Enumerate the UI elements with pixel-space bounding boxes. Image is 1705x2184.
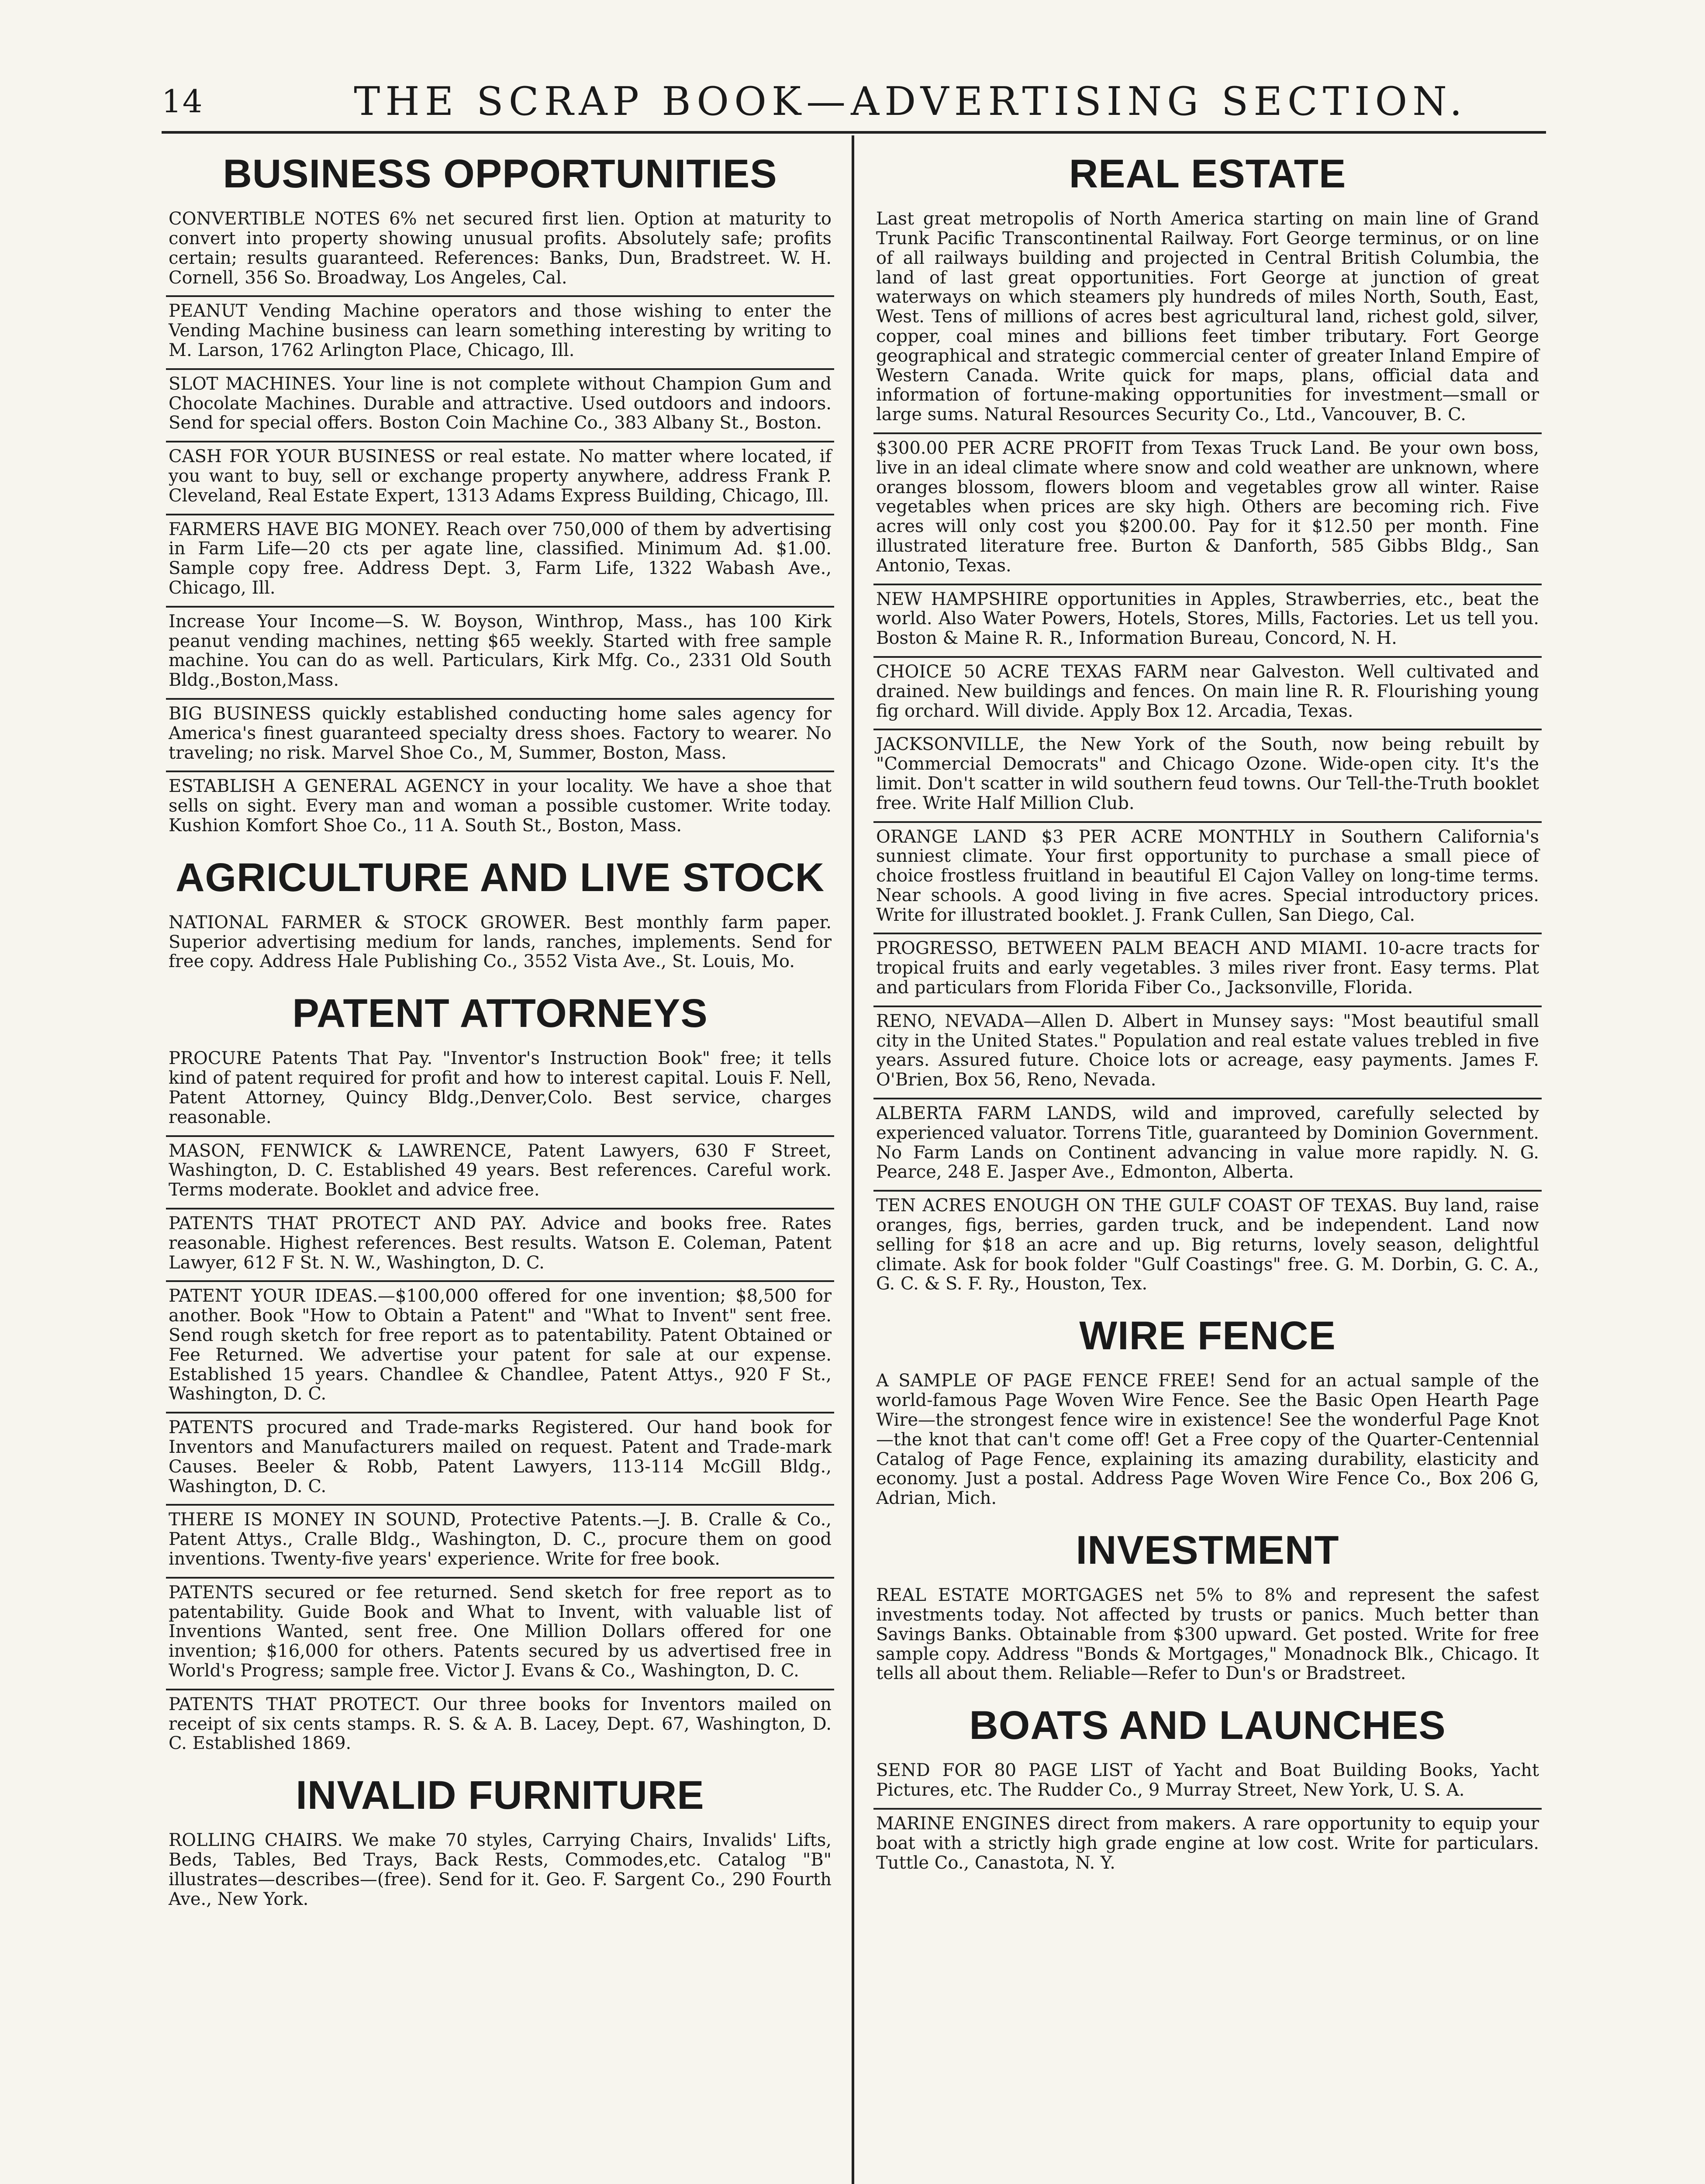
classified-ad: CHOICE 50 ACRE TEXAS FARM near Galveston. Well cultivated and drained. New buildings and fences. On main line R. R. Flourishing young fig orchard. Will divide. Apply Box 12. Arcadia, Texas. (873, 658, 1542, 730)
classified-ad: MASON, FENWICK & LAWRENCE, Patent Lawyers, 630 F Street, Washington, D. C. Established 49 years. Best references. Careful work. Terms moderate. Booklet and advice free. (166, 1137, 834, 1209)
right-column (873, 140, 1542, 1880)
classified-ad: RENO, NEVADA—Allen D. Albert in Munsey says: "Most beautiful small city in the United States." Population and real estate values trebled in five years. Assured future. Choice lots or acreage, easy payments. James F. O'Brien, Box 56, Reno, Nevada. (873, 1007, 1542, 1099)
classified-ad: PATENTS THAT PROTECT. Our three books for Inventors mailed on receipt of six cents stamps. R. S. & A. B. Lacey, Dept. 67, Washington, D. C. Established 1869. (169, 1694, 832, 1754)
classified-ad: CONVERTIBLE NOTES 6% net secured first lien. Option at maturity to convert into property showing unusual profits. Absolutely safe; profits certain; results guaranteed. References: Banks, Dun, Bradstreet. W. H. Cornell, 356 So. Broadway, Los Angeles, Cal. (166, 205, 834, 297)
section-business-opportunities (166, 152, 834, 843)
page-number: 14 (162, 83, 204, 120)
section-title: REAL ESTATE (1069, 152, 1346, 196)
classified-ad: TEN ACRES ENOUGH ON THE GULF COAST OF TEXAS. Buy land, raise oranges, figs, berries, garden truck, and be independent. Land now selling for $18 an acre and up. Big returns, lovely season, delightful climate. Ask for book folder "Gulf Coastings" free. G. M. Dorbin, G. C. A., G. C. & S. F. Ry., Houston, Tex. (876, 1196, 1539, 1294)
classified-ad: $300.00 PER ACRE PROFIT from Texas Truck Land. Be your own boss, live in an ideal climate where snow and cold weather are unknown, where oranges blossom, flowers bloom and vegetables grow all winter. Raise vegetables when prices are sky high. Others are becoming rich. Five acres will only cost you $200.00. Pay for it $12.50 per month. Fine illustrated literature free. Burton & Danforth, 585 Gibbs Bldg., San Antonio, Texas. (873, 434, 1542, 585)
classified-ad: THERE IS MONEY IN SOUND, Protective Patents.—J. B. Cralle & Co., Patent Attys., Cralle Bldg., Washington, D. C., procure them on good inventions. Twenty-five years' experience. Write for free book. (166, 1506, 834, 1578)
classified-ad: PATENTS procured and Trade-marks Registered. Our hand book for Inventors and Manufacturers mailed on request. Patent and Trade-mark Causes. Beeler & Robb, Patent Lawyers, 113-114 McGill Bldg., Washington, D. C. (166, 1413, 834, 1506)
classified-ad: SLOT MACHINES. Your line is not complete without Champion Gum and Chocolate Machines. Durable and attractive. Used outdoors and indoors. Send for special offers. Boston Coin Machine Co., 383 Albany St., Boston. (166, 370, 834, 442)
classified-ad: CASH FOR YOUR BUSINESS or real estate. No matter where located, if you want to buy, sell or exchange property anywhere, address Frank P. Cleveland, Real Estate Expert, 1313 Adams Express Building, Chicago, Ill. (166, 442, 834, 515)
section-title: WIRE FENCE (1079, 1313, 1336, 1358)
classified-ad: PATENTS secured or fee returned. Send sketch for free report as to patentability. Guide Book and What to Invent, with valuable list of Inventions Wanted, sent free. One Million Dollars offered for one invention; $16,000 for others. Patents secured by us advertised free in World's Progress; sample free. Victor J. Evans & Co., Washington, D. C. (166, 1579, 834, 1690)
classified-ad: ROLLING CHAIRS. We make 70 styles, Carrying Chairs, Invalids' Lifts, Beds, Tables, Bed Trays, Back Rests, Commodes,etc. Catalog "B" illustrates—describes—(free). Send for it. Geo. F. Sargent Co., 290 Fourth Ave., New York. (169, 1830, 832, 1909)
left-column (166, 140, 834, 1917)
section-title: BOATS AND LAUNCHES (969, 1703, 1446, 1748)
section-real-estate (873, 152, 1542, 1302)
classified-ad: NEW HAMPSHIRE opportunities in Apples, Strawberries, etc., beat the world. Also Water Powers, Hotels, Stores, Mills, Factories. Let us tell you. Boston & Maine R. R., Information Bureau, Concord, N. H. (873, 585, 1542, 658)
classified-ad: NATIONAL FARMER & STOCK GROWER. Best monthly farm paper. Superior advertising medium for lands, ranches, implements. Send for free copy. Address Hale Publishing Co., 3552 Vista Ave., St. Louis, Mo. (169, 912, 832, 972)
classified-ad: REAL ESTATE MORTGAGES net 5% to 8% and represent the safest investments today. Not affected by trusts or panics. Much better than Savings Banks. Obtainable from $300 upward. Get posted. Write for free sample copy. Address "Bonds & Mortgages," Monadnock Blk., Chicago. It tells all about them. Reliable—Refer to Dun's or Bradstreet. (876, 1585, 1539, 1684)
classified-ad: SEND FOR 80 PAGE LIST of Yacht and Boat Building Books, Yacht Pictures, etc. The Rudder Co., 9 Murray Street, New York, U. S. A. (873, 1756, 1542, 1810)
section-patent-attorneys (166, 992, 834, 1761)
classified-ad: JACKSONVILLE, the New York of the South, now being rebuilt by "Commercial Democrats" and Chicago Ozone. Wide-open city. It's the limit. Don't scatter in wild southern feud towns. Our Tell-the-Truth booklet free. Write Half Million Club. (873, 730, 1542, 822)
classified-ad: ORANGE LAND $3 PER ACRE MONTHLY in Southern California's sunniest climate. Your first opportunity to purchase a small piece of choice frostless fruitland in beautiful El Cajon Valley on long-time terms. Near schools. A good living in five acres. Special introductory prices. Write for illustrated booklet. J. Frank Cullen, San Diego, Cal. (873, 823, 1542, 935)
classified-ad: A SAMPLE OF PAGE FENCE FREE! Send for an actual sample of the world-famous Page Woven Wire Fence. See the Basic Open Hearth Page Wire—the strongest fence wire in existence! See the wonderful Page Knot—the knot that can't come off! Get a Free copy of the Quarter-Centennial Catalog of Page Fence, explaining its amazing durability, elasticity and economy. Just a postal. Address Page Woven Wire Fence Co., Box 206 G, Adrian, Mich. (876, 1371, 1539, 1509)
section-invalid-furniture (166, 1773, 834, 1917)
classified-ad: ALBERTA FARM LANDS, wild and improved, carefully selected by experienced valuator. Torrens Title, guaranteed by Dominion Government. No Farm Lands on Continent advancing in value more rapidly. N. G. Pearce, 248 E. Jasper Ave., Edmonton, Alberta. (873, 1099, 1542, 1192)
classified-ad: ESTABLISH A GENERAL AGENCY in your locality. We have a shoe that sells on sight. Every man and woman a possible customer. Write today. Kushion Komfort Shoe Co., 11 A. South St., Boston, Mass. (169, 776, 832, 836)
section-wire-fence (873, 1314, 1542, 1516)
classified-ad: PROCURE Patents That Pay. "Inventor's Instruction Book" free; it tells kind of patent required for profit and how to interest capital. Louis F. Nell, Patent Attorney, Quincy Bldg.,Denver,Colo. Best service, charges reasonable. (166, 1044, 834, 1137)
section-title: BUSINESS OPPORTUNITIES (223, 152, 777, 196)
section-title: INVESTMENT (1076, 1528, 1339, 1572)
classified-ad: BIG BUSINESS quickly established conducting home sales agency for America's finest guaranteed specialty dress shoes. Factory to wearer. No traveling; no risk. Marvel Shoe Co., M, Summer, Boston, Mass. (166, 700, 834, 772)
running-head: THE SCRAP BOOK—ADVERTISING SECTION. (354, 79, 1467, 124)
section-agriculture-and-live-stock (166, 856, 834, 980)
section-investment (873, 1528, 1542, 1691)
classified-ad: PATENTS THAT PROTECT AND PAY. Advice and books free. Rates reasonable. Highest references. Best results. Watson E. Coleman, Patent Lawyer, 612 F St. N. W., Washington, D. C. (166, 1209, 834, 1282)
section-title: INVALID FURNITURE (296, 1773, 704, 1818)
classified-ad: MARINE ENGINES direct from makers. A rare opportunity to equip your boat with a strictly high grade engine at low cost. Write for particulars. Tuttle Co., Canastota, N. Y. (876, 1813, 1539, 1873)
header-rule (162, 131, 1546, 134)
section-boats-and-launches (873, 1704, 1542, 1880)
classified-ad: PATENT YOUR IDEAS.—$100,000 offered for one invention; $8,500 for another. Book "How to Obtain a Patent" and "What to Invent" sent free. Send rough sketch for free report as to patentability. Patent Obtained or Fee Returned. We advertise your patent for sale at our expense. Established 15 years. Chandlee & Chandlee, Patent Attys., 920 F St., Washington, D. C. (166, 1282, 834, 1413)
section-title: PATENT ATTORNEYS (292, 991, 708, 1036)
section-title: AGRICULTURE AND LIVE STOCK (175, 855, 825, 900)
classified-ad: Last great metropolis of North America starting on main line of Grand Trunk Pacific Transcontinental Railway. Fort George terminus, or on line of all railways building and projected in Central British Columbia, the land of last great opportunities. Fort George at junction of great waterways on which steamers ply hundreds of miles North, South, East, West. Tens of millions of acres best agricultural land, richest gold, silver, copper, coal mines and billions feet timber tributary. Fort George geographical and strategic commercial center of greater Inland Empire of Western Canada. Write quick for maps, plans, official data and information of fortune-making opportunities for investment—small or large sums. Natural Resources Security Co., Ltd., Vancouver, B. C. (873, 205, 1542, 434)
classified-ad: FARMERS HAVE BIG MONEY. Reach over 750,000 of them by advertising in Farm Life—20 cts per agate line, classified. Minimum Ad. $1.00. Sample copy free. Address Dept. 3, Farm Life, 1322 Wabash Ave., Chicago, Ill. (166, 515, 834, 608)
classified-ad: PROGRESSO, BETWEEN PALM BEACH AND MIAMI. 10-acre tracts for tropical fruits and early vegetables. 3 miles river front. Easy terms. Plat and particulars from Florida Fiber Co., Jacksonville, Florida. (873, 934, 1542, 1007)
column-rule (852, 135, 854, 2184)
classified-ad: Increase Your Income—S. W. Boyson, Winthrop, Mass., has 100 Kirk peanut vending machines, netting $65 weekly. Started with free sample machine. You can do as well. Particulars, Kirk Mfg. Co., 2331 Old South Bldg.,Boston,Mass. (166, 608, 834, 700)
classified-ad: PEANUT Vending Machine operators and those wishing to enter the Vending Machine business can learn something interesting by writing to M. Larson, 1762 Arlington Place, Chicago, Ill. (166, 297, 834, 370)
page-header (162, 70, 1546, 135)
